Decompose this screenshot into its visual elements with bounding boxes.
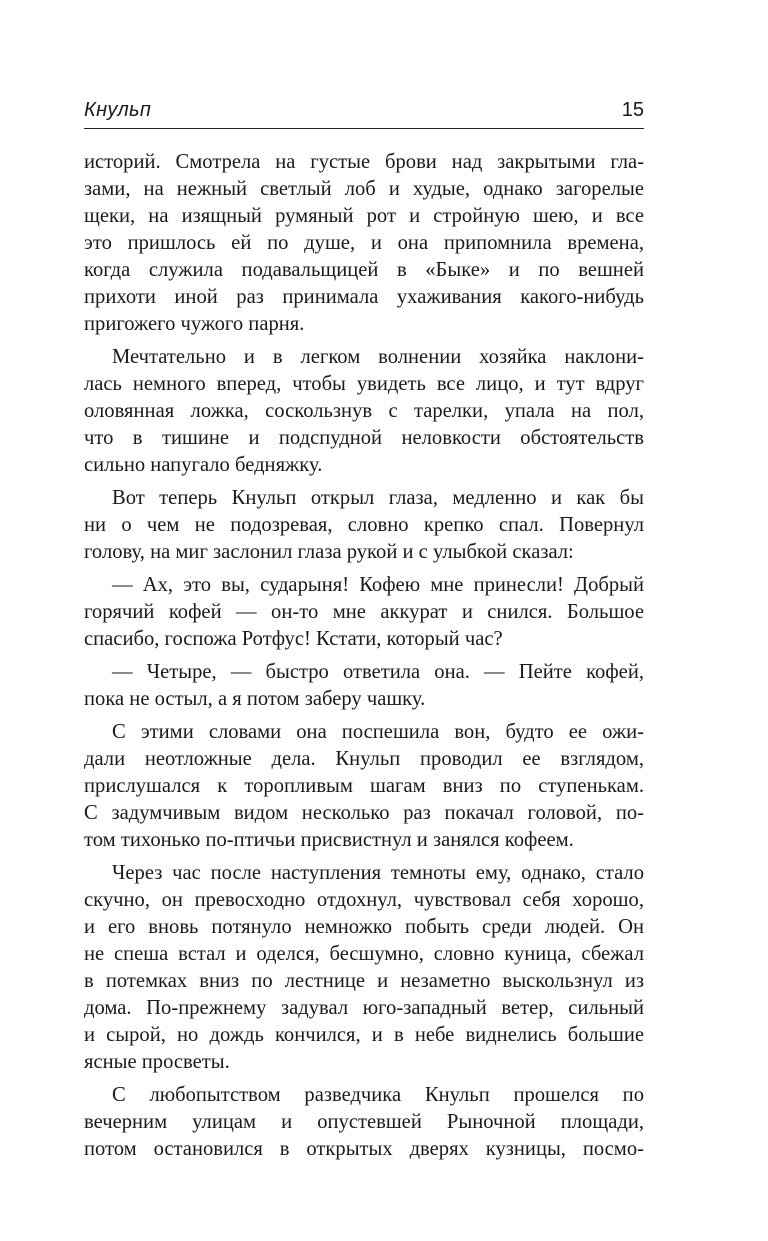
- paragraph: [84, 860, 644, 1076]
- text-line: потом остановился в открытых дверях кузницы, посмо-: [84, 1138, 644, 1160]
- text-line: ни о чем не подозревая, словно крепко спал. Повернул: [84, 514, 644, 536]
- text-line: Вот теперь Кнульп открыл глаза, медленно и как бы: [112, 487, 644, 509]
- text-line: историй. Смотрела на густые брови над закрытыми гла-: [84, 151, 644, 173]
- text-line: — Четыре, — быстро ответила она. — Пейте кофей,: [112, 661, 644, 683]
- text-line: не спеша встал и оделся, бесшумно, словно куница, сбежал: [84, 943, 644, 965]
- text-line: том тихонько по-птичьи присвистнул и занялся кофеем.: [84, 829, 574, 851]
- text-line: когда служила подавальщицей в «Быке» и по вешней: [84, 259, 644, 281]
- text-line: что в тишине и подспудной неловкости обстоятельств: [84, 427, 644, 449]
- text-line: С любопытством разведчика Кнульп прошелся по: [112, 1084, 644, 1106]
- text-line: дали неотложные дела. Кнульп проводил ее взглядом,: [84, 748, 644, 770]
- paragraph: [84, 485, 644, 566]
- text-line: пригожего чужого парня.: [84, 313, 305, 335]
- page-number: 15: [621, 99, 644, 121]
- text-line: — Ах, это вы, сударыня! Кофею мне принесли! Добрый: [112, 574, 644, 596]
- text-line: Через час после наступления темноты ему, однако, стало: [112, 862, 644, 884]
- text-line: зами, на нежный светлый лоб и худые, однако загорелые: [84, 178, 644, 200]
- text-line: пока не остыл, а я потом заберу чашку.: [84, 688, 426, 710]
- text-line: горячий кофей — он-то мне аккурат и снился. Большое: [84, 601, 644, 623]
- paragraph: [84, 659, 644, 713]
- text-line: С задумчивым видом несколько раз покачал головой, по-: [84, 802, 644, 824]
- paragraph: [84, 344, 644, 479]
- text-line: и сырой, но дождь кончился, и в небе виднелись большие: [84, 1024, 644, 1046]
- text-line: дома. По-прежнему задувал юго-западный ветер, сильный: [84, 997, 644, 1019]
- paragraph: [84, 572, 644, 653]
- body-text: [84, 149, 644, 1163]
- text-line: спасибо, госпожа Ротфус! Кстати, который час?: [84, 628, 503, 650]
- text-line: С этими словами она поспешила вон, будто ее ожи-: [112, 721, 644, 743]
- text-line: ясные просветы.: [84, 1051, 230, 1073]
- text-line: это пришлось ей по душе, и она припомнила времена,: [84, 232, 644, 254]
- text-line: и его вновь потянуло немножко побыть среди людей. Он: [84, 916, 644, 938]
- book-page: [84, 96, 644, 1163]
- text-line: лась немного вперед, чтобы увидеть все лицо, и тут вдруг: [84, 373, 644, 395]
- running-title: Кнульп: [84, 99, 152, 121]
- text-line: сильно напугало бедняжку.: [84, 454, 323, 476]
- text-line: оловянная ложка, соскользнув с тарелки, упала на пол,: [84, 400, 644, 422]
- text-line: щеки, на изящный румяный рот и стройную шею, и все: [84, 205, 644, 227]
- text-line: скучно, он превосходно отдохнул, чувствовал себя хорошо,: [84, 889, 644, 911]
- text-line: голову, на миг заслонил глаза рукой и с улыбкой сказал:: [84, 541, 574, 563]
- paragraph: [84, 149, 644, 338]
- paragraph: [84, 1082, 644, 1163]
- text-line: прислушался к торопливым шагам вниз по ступенькам.: [84, 775, 644, 797]
- text-line: в потемках вниз по лестнице и незаметно выскользнул из: [84, 970, 644, 992]
- text-line: Мечтательно и в легком волнении хозяйка наклони-: [112, 346, 644, 368]
- text-line: прихоти иной раз принимала ухаживания какого-нибудь: [84, 286, 644, 308]
- running-header: [84, 96, 644, 129]
- paragraph: [84, 719, 644, 854]
- text-line: вечерним улицам и опустевшей Рыночной площади,: [84, 1111, 644, 1133]
